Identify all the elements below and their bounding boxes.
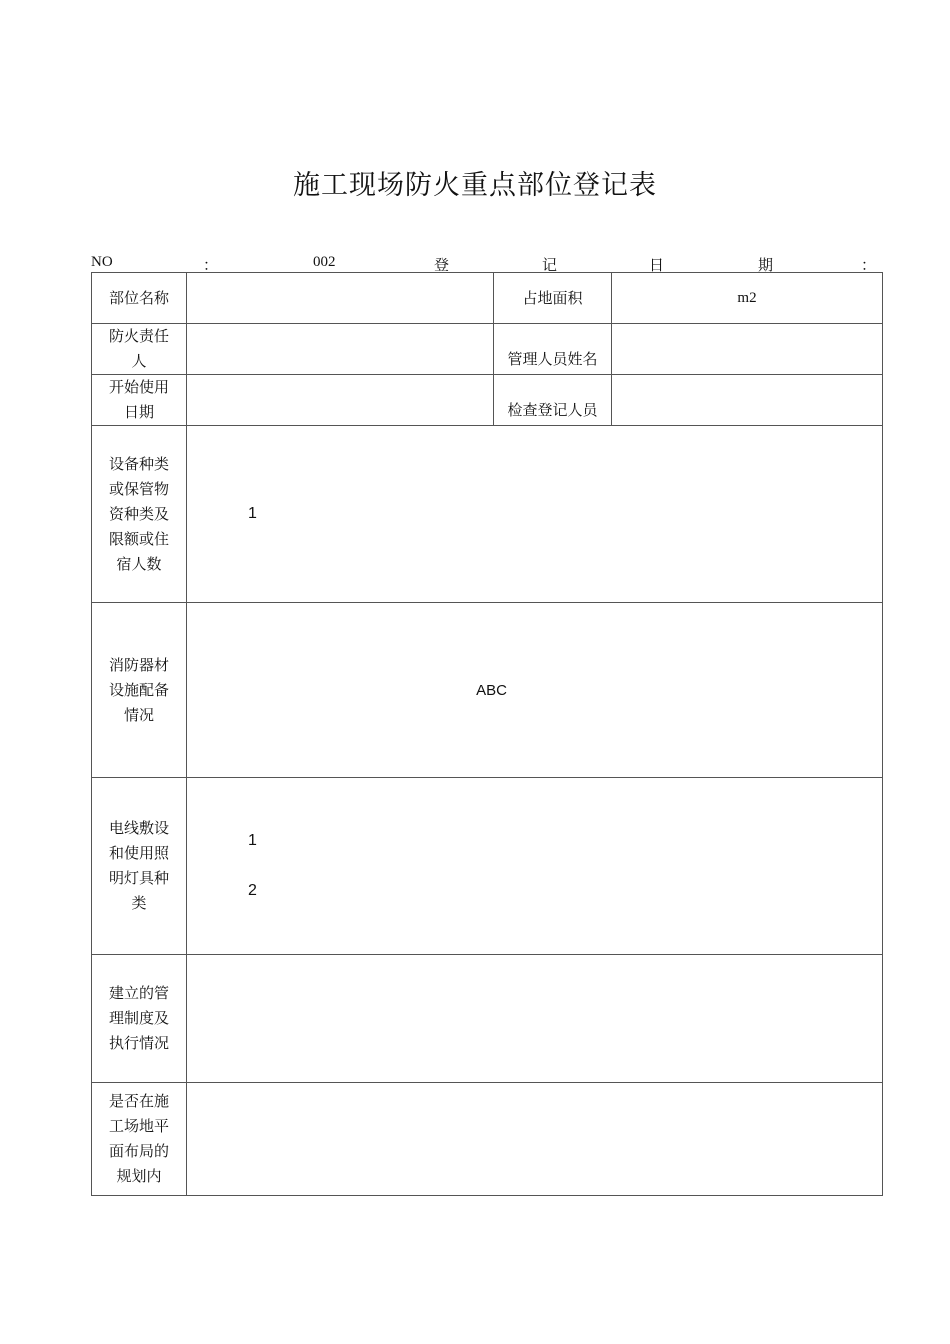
reg-char-1: 登: [434, 258, 450, 274]
area-field[interactable]: [612, 273, 883, 324]
label-line: 执行情况: [108, 1034, 169, 1052]
label-line: 和使用照: [108, 844, 169, 862]
row-fire-equipment: [92, 603, 883, 778]
label-line: 类: [131, 894, 147, 912]
page-title: 施工现场防火重点部位登记表: [293, 170, 657, 201]
label-line: 建立的管: [108, 984, 169, 1002]
row-start-date: [92, 375, 883, 426]
label-line: 人: [131, 352, 147, 370]
wiring-item-number-2: 2: [248, 882, 257, 899]
wiring-item-number-1: 1: [248, 832, 257, 849]
row-site-layout: [92, 1083, 883, 1196]
label-area: 占地面积: [494, 273, 612, 324]
label-line: 电线敷设: [108, 819, 169, 837]
label-line: 开始使用: [108, 378, 169, 396]
inspector-field[interactable]: [612, 375, 883, 426]
manager-name-field[interactable]: [612, 324, 883, 375]
row-wiring: [92, 778, 883, 955]
site-layout-field[interactable]: [187, 1083, 883, 1196]
reg-char-2: 记: [542, 258, 558, 274]
label-wiring: [92, 778, 187, 955]
label-line: 设施配备: [108, 680, 169, 699]
label-line: 设备种类: [108, 454, 169, 473]
label-line: 日期: [123, 403, 154, 421]
label-manager-name: 管理人员姓名: [494, 324, 612, 375]
no-label: NO: [91, 254, 113, 270]
row-location-name: [92, 273, 883, 324]
equipment-field[interactable]: [187, 426, 883, 603]
label-location-name: 部位名称: [92, 273, 187, 324]
date-colon: ：: [861, 258, 877, 274]
fire-equipment-value: ABC: [476, 681, 507, 699]
no-colon: ：: [203, 258, 219, 274]
label-line: 限额或住: [108, 529, 169, 548]
row-fire-responsible: [92, 324, 883, 375]
fire-equipment-field[interactable]: [187, 603, 883, 778]
start-date-field[interactable]: [187, 375, 494, 426]
label-inspector: 检查登记人员: [494, 375, 612, 426]
label-management-system: [92, 955, 187, 1083]
label-site-layout: [92, 1083, 187, 1196]
label-line: 情况: [123, 705, 154, 724]
equipment-item-number: 1: [248, 505, 257, 522]
reg-char-3: 日: [649, 258, 665, 274]
label-equipment: [92, 426, 187, 603]
no-value: 002: [313, 254, 336, 270]
label-fire-responsible: [92, 324, 187, 375]
label-line: 理制度及: [108, 1009, 169, 1027]
label-fire-equipment: [92, 603, 187, 778]
label-line: 或保管物: [108, 479, 169, 498]
area-unit: m2: [737, 289, 757, 306]
location-name-field[interactable]: [187, 273, 494, 324]
label-line: 面布局的: [108, 1142, 169, 1160]
label-line: 消防器材: [108, 655, 169, 674]
label-line: 防火责任: [108, 327, 169, 345]
row-equipment: [92, 426, 883, 603]
label-line: 宿人数: [116, 554, 162, 573]
registration-meta-line: [91, 254, 881, 274]
label-line: 是否在施: [108, 1092, 169, 1110]
reg-char-4: 期: [758, 258, 774, 274]
management-system-field[interactable]: [187, 955, 883, 1083]
wiring-field[interactable]: [187, 778, 883, 955]
label-start-date: [92, 375, 187, 426]
label-line: 资种类及: [108, 504, 169, 523]
fire-responsible-field[interactable]: [187, 324, 494, 375]
registration-table: [91, 272, 883, 1196]
label-line: 工场地平: [108, 1117, 169, 1135]
label-line: 规划内: [116, 1167, 162, 1185]
row-management-system: [92, 955, 883, 1083]
label-line: 明灯具种: [108, 869, 169, 887]
